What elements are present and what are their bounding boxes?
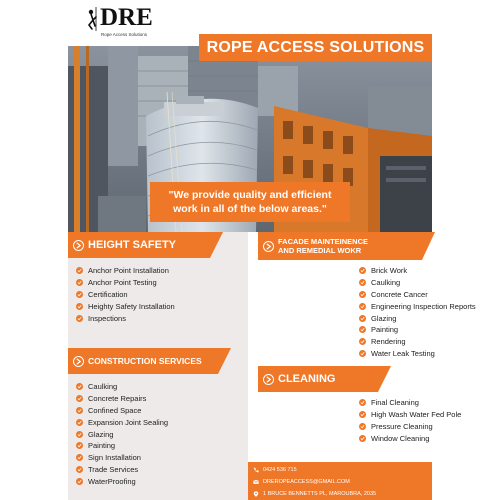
check-icon [76,279,83,286]
check-icon [359,411,366,418]
arrow-right-icon [263,374,274,385]
check-icon [76,466,83,473]
height-safety-item-label: Anchor Point Testing [88,278,157,288]
construction-item [76,428,168,440]
facade-title-line-1: FACADE MAINTEINENCE [278,237,369,246]
arrow-right-icon [263,241,274,252]
facade-item [359,289,476,301]
check-icon [359,303,366,310]
phone-text: 0424 536 715 [263,467,297,473]
right-column [248,232,476,500]
phone-icon [253,467,259,473]
facade-item [359,300,476,312]
facade-item [359,348,476,360]
check-icon [359,399,366,406]
flyer [68,0,476,500]
check-icon [76,442,83,449]
check-icon [359,291,366,298]
height-safety-item [76,277,175,289]
cleaning-item [359,397,461,409]
check-icon [76,419,83,426]
cleaning-title: CLEANING [278,373,336,385]
logo [84,5,174,41]
facade-item-label: Glazing [371,313,397,323]
check-icon [359,435,366,442]
construction-item-label: Caulking [88,382,118,392]
check-icon [359,267,366,274]
construction-item-label: Glazing [88,429,114,439]
facade-item [359,265,476,277]
height-safety-item-label: Inspections [88,313,126,323]
height-safety-item-label: Certification [88,289,128,299]
left-column [68,232,248,500]
check-icon [359,338,366,345]
check-icon [76,395,83,402]
construction-title: CONSTRUCTION SERVICES [88,356,202,366]
hero-title: ROPE ACCESS SOLUTIONS [199,34,432,61]
facade-item [359,312,476,324]
facade-item [359,277,476,289]
facade-item [359,324,476,336]
check-icon [76,291,83,298]
construction-item [76,393,168,405]
contact-address [253,491,376,497]
facade-item-label: Engineering Inspection Reports [371,301,476,311]
construction-item-label: WaterProofing [88,476,136,486]
check-icon [359,279,366,286]
height-safety-list [76,265,175,324]
height-safety-item-label: Anchor Point Installation [88,266,169,276]
contact-bar [248,462,432,500]
facade-item-label: Concrete Cancer [371,289,428,299]
facade-item [359,336,476,348]
height-safety-item [76,300,175,312]
contact-email[interactable] [253,479,350,485]
facade-list [359,265,476,359]
construction-item-label: Confined Space [88,405,142,415]
cleaning-item [359,421,461,433]
construction-item [76,440,168,452]
construction-item-label: Sign Installation [88,453,141,463]
cleaning-item-label: Pressure Cleaning [371,421,433,431]
check-icon [359,423,366,430]
email-icon [253,479,259,485]
facade-item-label: Caulking [371,278,401,288]
facade-heading [258,232,422,260]
facade-item-label: Rendering [371,337,406,347]
construction-item [76,452,168,464]
facade-item-label: Painting [371,325,399,335]
email-text: DREROPEACCESS@GMAIL.COM [263,479,350,485]
construction-item-label: Trade Services [88,464,139,474]
construction-list [76,381,168,487]
cleaning-item-label: High Wash Water Fed Pole [371,410,462,420]
check-icon [76,454,83,461]
cleaning-item-label: Window Cleaning [371,433,430,443]
cleaning-heading [258,366,378,392]
logo-tagline: Rope Access Solutions [101,32,148,37]
check-icon [76,407,83,414]
construction-heading [68,348,218,374]
construction-item [76,475,168,487]
height-safety-item [76,289,175,301]
check-icon [359,326,366,333]
check-icon [76,267,83,274]
address-text: 1 BRUCE BENNETTS PL, MAROUBRA, 2035 [263,491,377,497]
location-pin-icon [253,491,259,497]
construction-item [76,464,168,476]
cleaning-item [359,409,461,421]
arrow-right-icon [73,356,84,367]
arrow-right-icon [73,240,84,251]
check-icon [76,431,83,438]
facade-item-label: Brick Work [371,266,408,276]
quote-line-1: "We provide quality and efficient [168,189,332,201]
facade-title-line-2: AND REMEDIAL WOKR [278,246,362,255]
check-icon [76,478,83,485]
construction-item-label: Expansion Joint Sealing [88,417,169,427]
cleaning-list [359,397,461,444]
construction-item [76,416,168,428]
height-safety-item [76,265,175,277]
height-safety-heading [68,232,210,258]
check-icon [359,350,366,357]
height-safety-title: HEIGHT SAFETY [88,239,177,251]
cleaning-item [359,432,461,444]
check-icon [76,303,83,310]
construction-item-label: Concrete Repairs [88,394,147,404]
contact-phone[interactable] [253,467,297,473]
cleaning-item-label: Final Cleaning [371,398,419,408]
logo-text: DRE [100,4,153,31]
check-icon [359,315,366,322]
check-icon [76,315,83,322]
quote-box [150,182,350,222]
height-safety-item-label: Heighty Safety Installation [88,301,175,311]
construction-item [76,405,168,417]
check-icon [76,383,83,390]
construction-item [76,381,168,393]
height-safety-item [76,312,175,324]
facade-item-label: Water Leak Testing [371,348,435,358]
construction-item-label: Painting [88,441,116,451]
quote-line-2: work in all of the below areas." [173,203,327,215]
